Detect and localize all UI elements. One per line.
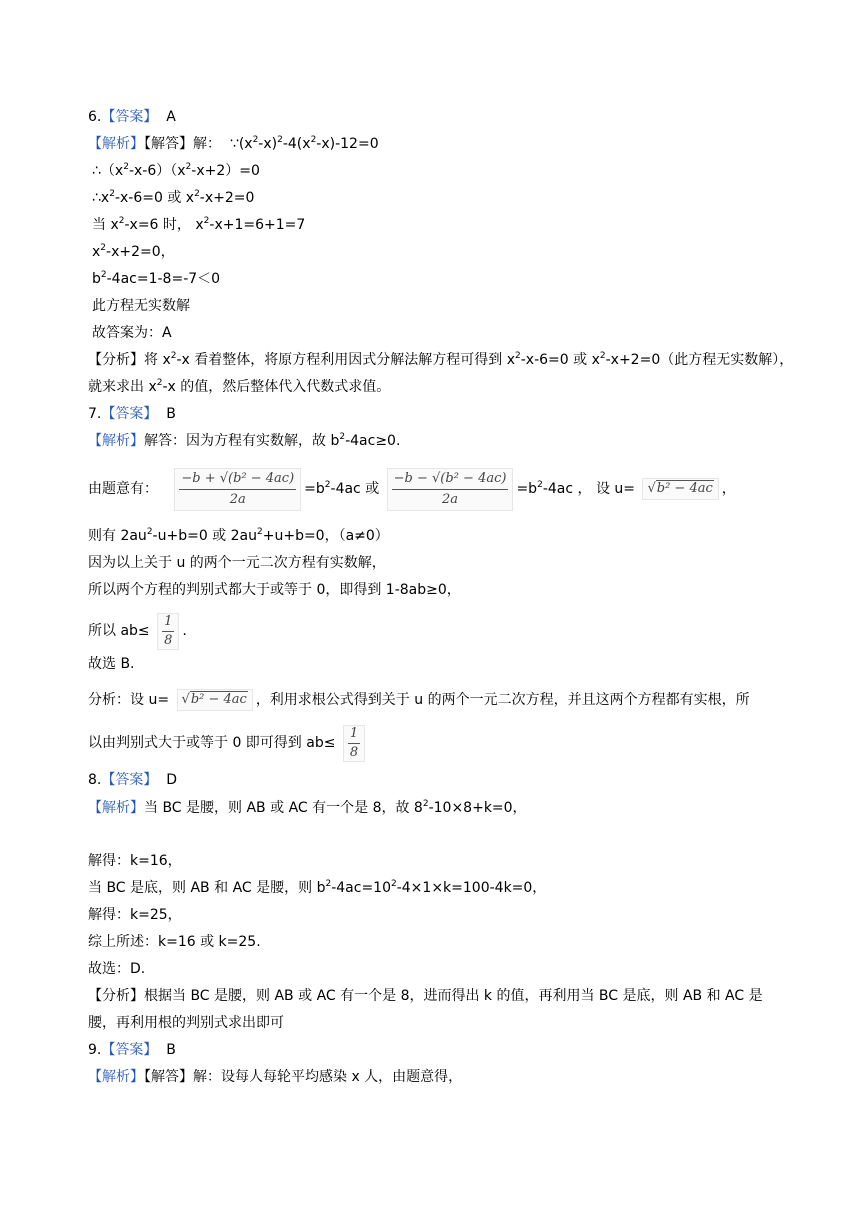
q6-summary-line-2 — [88, 378, 390, 396]
text: -4ac 或 — [330, 481, 380, 497]
text: b — [92, 271, 101, 287]
q6-summary-tag: 【分析】 — [88, 352, 144, 368]
text: . — [182, 623, 187, 639]
q7-number: 7. — [88, 406, 102, 422]
sqrt-discriminant-image: √b² − 4ac — [642, 478, 718, 500]
root-formula-plus-image — [174, 468, 301, 511]
text: 就来求出 x — [88, 379, 157, 395]
q8-analysis-line — [88, 799, 527, 817]
text: ∵(x — [229, 136, 253, 152]
text: 当 BC 是腰，则 AB 或 AC 有一个是 8，故 8 — [144, 800, 423, 816]
text: 则有 2au — [88, 528, 147, 544]
sup: 2 — [100, 243, 107, 253]
text: 解答：因为方程有实数解，故 b — [144, 433, 340, 449]
q9-number: 9. — [88, 1042, 102, 1058]
q6-step-2 — [92, 162, 260, 180]
text: -x 看着整体，将原方程利用因式分解法解方程可得到 x — [176, 352, 516, 368]
text: =b — [304, 481, 325, 497]
sup: 2 — [100, 270, 107, 280]
text: 由题意有： — [88, 481, 158, 497]
text: -x-6=0 或 x — [114, 190, 195, 206]
sup: 2 — [109, 189, 115, 199]
q6-step-6 — [92, 270, 220, 288]
sup: 2 — [252, 135, 259, 145]
q9-analysis-tag: 【解析】 — [88, 1069, 144, 1085]
text: -4(x — [282, 136, 311, 152]
q8-answer-tag: 【答案】 — [101, 772, 158, 788]
text: 解：设每人每轮平均感染 x 人，由题意得， — [193, 1069, 463, 1085]
sup: 2 — [324, 480, 331, 490]
text: -4ac=10 — [331, 880, 391, 896]
q9-answer: B — [166, 1042, 176, 1058]
text: ， — [721, 481, 736, 497]
q9-answer-line — [88, 1041, 176, 1059]
text: -x+2=0（此方程无实数解）， — [605, 352, 794, 368]
q8-step-2 — [88, 879, 546, 897]
q8-analysis-tag: 【解析】 — [88, 800, 144, 816]
sup: 2 — [339, 432, 346, 442]
q6-step-3 — [92, 189, 254, 207]
num: 1 — [348, 726, 360, 744]
q6-step-7: 此方程无实数解 — [92, 298, 190, 314]
text: -u+b=0 或 2au — [152, 528, 257, 544]
text: 所以 ab≤ — [88, 623, 150, 639]
root-formula-minus-image — [387, 468, 514, 511]
q7-formula-line — [88, 466, 736, 512]
text: 当 BC 是底，则 AB 和 AC 是腰，则 b — [88, 880, 326, 896]
rad: b² − 4ac — [656, 481, 713, 496]
num: −b + √(b² − 4ac) — [179, 470, 296, 490]
q9-analysis-line — [88, 1068, 462, 1086]
sup: 2 — [599, 351, 606, 361]
q9-answer-tag: 【答案】 — [101, 1042, 158, 1058]
text: -x) — [258, 136, 278, 152]
q6-answer: A — [166, 109, 176, 125]
sup: 2 — [185, 162, 192, 172]
text: -4×1×k=100-4k=0， — [396, 880, 547, 896]
q8-answer: D — [166, 772, 178, 788]
sup: 2 — [123, 162, 129, 172]
q7-analysis-line — [88, 432, 400, 450]
q6-answer-tag: 【答案】 — [101, 109, 158, 125]
q8-summary-line-1 — [88, 987, 763, 1005]
text: ∴（x — [92, 163, 124, 179]
q6-number: 6. — [88, 109, 102, 125]
q6-summary-line-1 — [88, 351, 793, 369]
text: -x+2=0 — [199, 190, 255, 206]
q7-step-6: 故选 B. — [88, 656, 135, 672]
q8-summary-tag: 【分析】 — [88, 988, 144, 1004]
text: -x 的值，然后整体代入代数式求值。 — [162, 379, 391, 395]
q8-step-1: 解得：k=16， — [88, 853, 182, 869]
q7-step-2 — [88, 527, 389, 545]
q8-number: 8. — [88, 772, 102, 788]
q7-answer-line — [88, 405, 176, 423]
den: 8 — [349, 744, 359, 760]
text: -x+2=0， — [106, 244, 175, 260]
q6-solution-tag: 【解答】解： — [144, 136, 221, 152]
sup: 2 — [170, 351, 177, 361]
text: -x-6）（x — [128, 163, 186, 179]
q7-answer-tag: 【答案】 — [101, 406, 158, 422]
num: −b − √(b² − 4ac) — [392, 470, 509, 490]
sup: 2 — [422, 799, 429, 809]
sup: 2 — [146, 527, 153, 537]
text: 根据当 BC 是腰，则 AB 或 AC 有一个是 8，进而得出 k 的值，再利用当 BC 是底，则 AB 和 AC 是 — [144, 988, 763, 1004]
q7-summary-line-2 — [88, 723, 368, 763]
sup: 2 — [515, 351, 521, 361]
sup: 2 — [325, 879, 332, 889]
sup: 2 — [203, 216, 210, 226]
sup: 2 — [156, 378, 163, 388]
text: -x=6 时， x — [124, 217, 204, 233]
text: 以由判别式大于或等于 0 即可得到 ab≤ — [88, 735, 336, 751]
text: -x)-12=0 — [316, 136, 379, 152]
text: 将 x — [144, 352, 171, 368]
q6-analysis-line — [88, 135, 379, 153]
sup: 2 — [277, 135, 283, 145]
q8-step-5: 故选：D. — [88, 961, 146, 977]
text: -4ac≥0. — [345, 433, 401, 449]
q6-answer-line — [88, 108, 176, 126]
q8-step-4: 综上所述：k=16 或 k=25. — [88, 934, 261, 950]
text: ，利用求根公式得到关于 u 的两个一元二次方程，并且这两个方程都有实根，所 — [255, 692, 750, 708]
q9-solution-tag: 【解答】 — [144, 1069, 193, 1085]
sup: 2 — [194, 189, 200, 199]
sup: 2 — [310, 135, 317, 145]
text: -4ac=1-8=-7＜0 — [106, 271, 221, 287]
q6-step-8: 故答案为：A — [92, 325, 172, 341]
rad: b² − 4ac — [190, 692, 247, 707]
text: x — [92, 244, 101, 260]
num: 1 — [162, 614, 174, 632]
text: 分析：设 u= — [88, 692, 170, 708]
sup: 2 — [390, 879, 397, 889]
text: =b — [516, 481, 538, 497]
q6-step-5 — [92, 243, 175, 261]
q8-answer-line — [88, 771, 177, 789]
text: ∴x — [92, 190, 110, 206]
q7-analysis-tag: 【解析】 — [88, 433, 144, 449]
text: 当 x — [92, 217, 119, 233]
q6-analysis-tag: 【解析】 — [88, 136, 144, 152]
text: -x+2）=0 — [191, 163, 260, 179]
one-eighth-image-2 — [343, 725, 365, 762]
q6-step-4 — [92, 216, 305, 234]
sup: 2 — [257, 527, 263, 537]
q8-step-3: 解得：k=25， — [88, 907, 182, 923]
q7-summary-line-1 — [88, 686, 750, 714]
text: -10×8+k=0， — [428, 800, 527, 816]
text: +u+b=0，（a≠0） — [262, 528, 389, 544]
q7-answer: B — [166, 406, 176, 422]
text: -x+1=6+1=7 — [209, 217, 306, 233]
den: 2a — [442, 491, 459, 507]
sup: 2 — [537, 480, 543, 490]
q7-step-5 — [88, 611, 187, 651]
text: -x-6=0 或 x — [520, 352, 600, 368]
one-eighth-image — [157, 613, 179, 650]
q7-step-3: 因为以上关于 u 的两个一元二次方程有实数解， — [88, 555, 386, 571]
den: 2a — [229, 491, 246, 507]
sup: 2 — [118, 216, 125, 226]
sqrt-discriminant-image-2: √b² − 4ac — [177, 689, 253, 711]
den: 8 — [164, 632, 173, 648]
q7-step-4: 所以两个方程的判别式都大于或等于 0，即得到 1-8ab≥0， — [88, 582, 461, 598]
text: -4ac ， 设 u= — [542, 481, 636, 497]
q8-summary-line-2: 腰，再利用根的判别式求出即可 — [88, 1015, 284, 1031]
